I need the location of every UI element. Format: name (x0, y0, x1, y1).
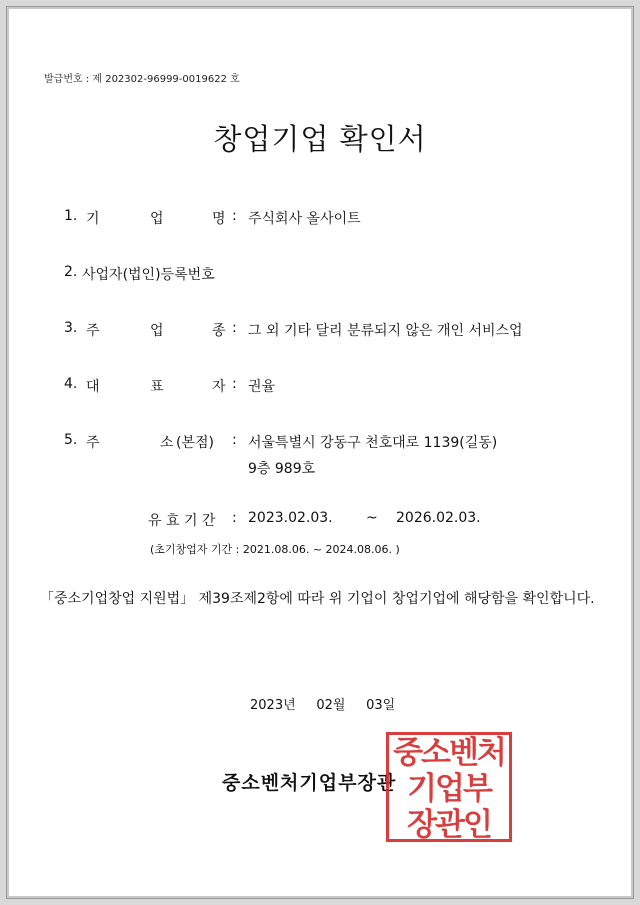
confirmation-paragraph: 「중소기업창업 지원법」 제39조제2항에 따라 위 기업이 창업기업에 해당함을 확인합니다. (40, 591, 595, 607)
initial-founder-period: (초기창업자 기간 : 2021.08.06. ~ 2024.08.06. ) (150, 543, 400, 556)
validity-to: 2026.02.03. (396, 510, 481, 526)
document-title: 창업기업 확인서 (213, 122, 427, 156)
address-value: 서울특별시 강동구 천호대로 1139(길동) (248, 435, 498, 451)
issue-date: 2023년 02월 03일 (250, 698, 396, 713)
signer-name: 중소벤처기업부장관 (222, 772, 397, 794)
company-name-value: 주식회사 올사이트 (248, 211, 361, 227)
official-seal: 중소벤처 기업부 장관인 (386, 732, 512, 842)
issue-number: 발급번호 : 제 202302-96999-0019622 호 (44, 74, 240, 85)
business-type-value: 그 외 기타 달리 분류되지 않은 개인 서비스업 (248, 323, 523, 339)
representative-value: 권율 (248, 379, 276, 395)
address-value-line2: 9층 989호 (248, 461, 316, 477)
validity-from: 2023.02.03. (248, 510, 333, 526)
